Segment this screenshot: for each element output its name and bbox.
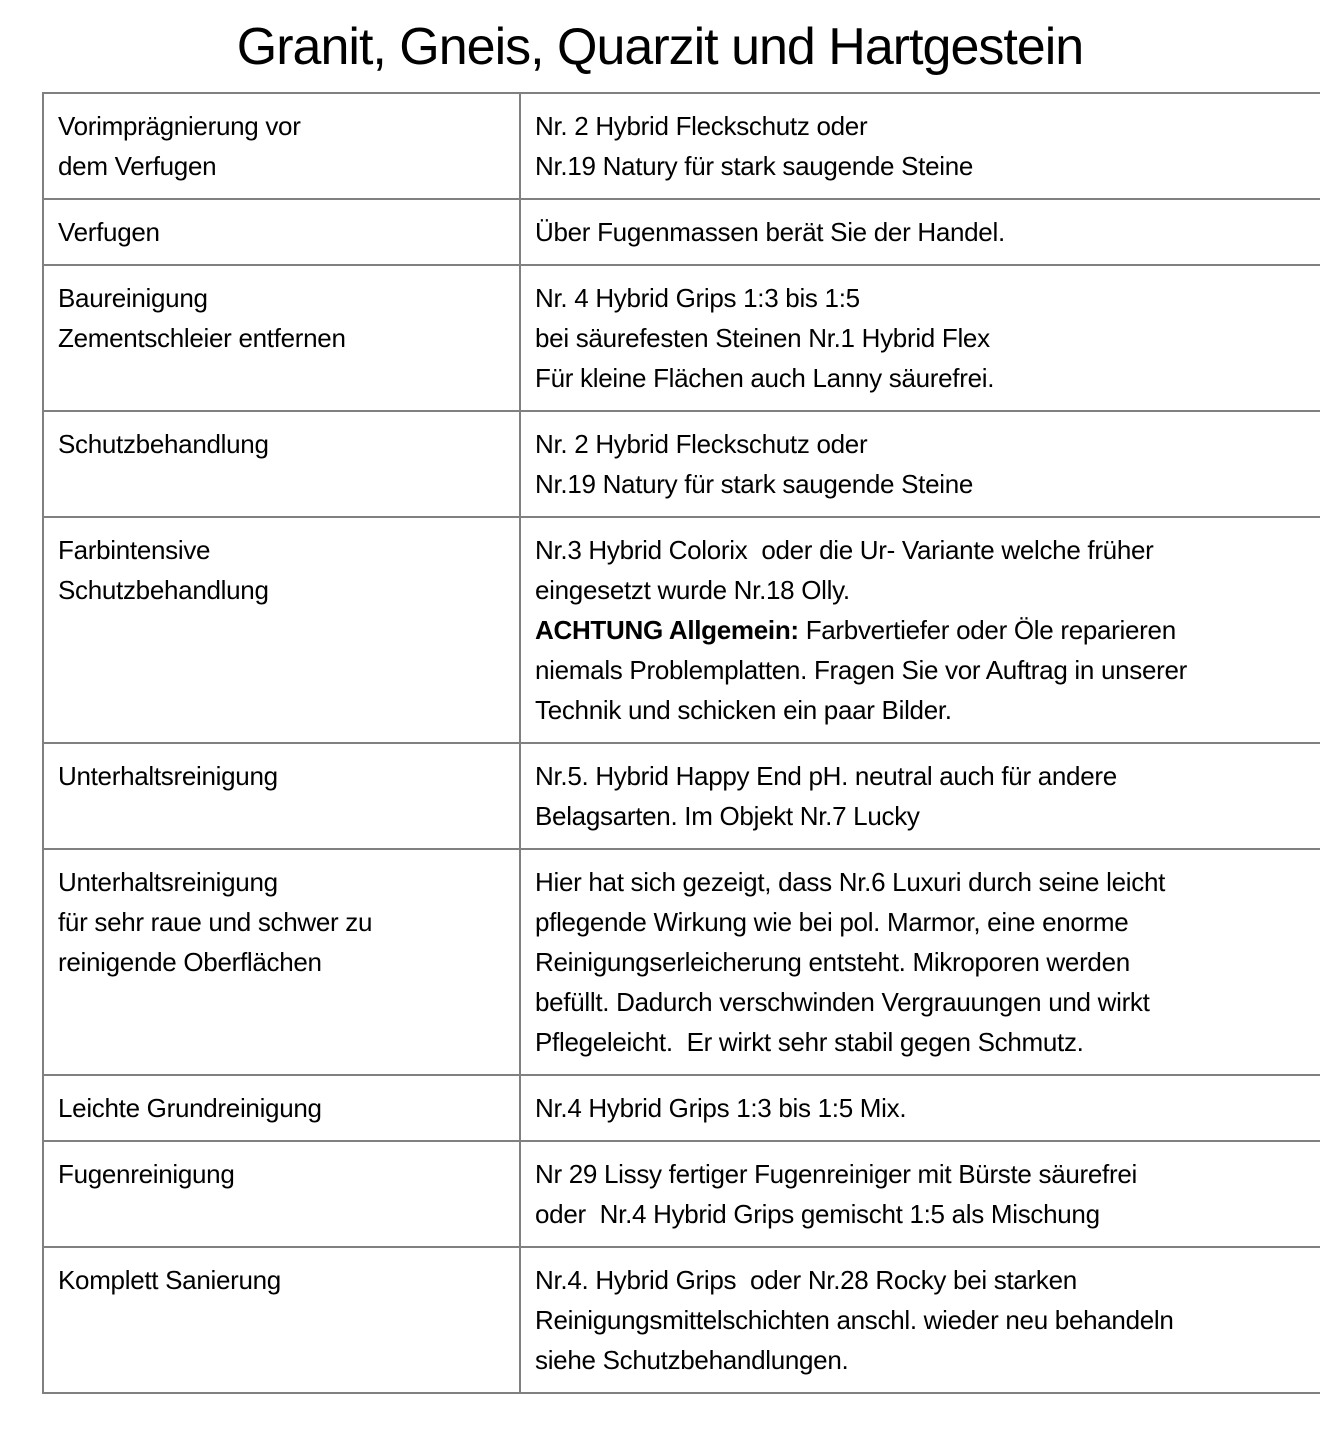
- text-line: Nr. 2 Hybrid Fleckschutz oder: [535, 429, 868, 459]
- row-label-cell: [43, 1075, 520, 1141]
- table-row: [43, 411, 1320, 517]
- table-row: [43, 743, 1320, 849]
- text-line: Nr. 2 Hybrid Fleckschutz oder: [535, 111, 868, 141]
- text-line: Nr.3 Hybrid Colorix oder die Ur- Variante welche früher: [535, 535, 1154, 565]
- text-line: Reinigungserleicherung entsteht. Mikroporen werden: [535, 947, 1130, 977]
- text-line: Zementschleier entfernen: [58, 323, 346, 353]
- text-line: niemals Problemplatten. Fragen Sie vor Auftrag in unserer: [535, 655, 1188, 685]
- text-line: Unterhaltsreinigung: [58, 867, 278, 897]
- row-label-cell: [43, 93, 520, 199]
- row-value-cell: [520, 517, 1320, 743]
- row-label-cell: [43, 1247, 520, 1393]
- text-line: Belagsarten. Im Objekt Nr.7 Lucky: [535, 801, 920, 831]
- table-row: [43, 265, 1320, 411]
- text-line: Nr.19 Natury für stark saugende Steine: [535, 469, 974, 499]
- row-value-cell: [520, 1075, 1320, 1141]
- text-line: für sehr raue und schwer zu: [58, 907, 373, 937]
- row-label-cell: [43, 849, 520, 1075]
- text-line: Pflegeleicht. Er wirkt sehr stabil gegen Schmutz.: [535, 1027, 1084, 1057]
- text-line: Schutzbehandlung: [58, 575, 269, 605]
- row-label-cell: [43, 1141, 520, 1247]
- stone-care-table: [42, 92, 1320, 1394]
- text-line: Reinigungsmittelschichten anschl. wieder neu behandeln: [535, 1305, 1174, 1335]
- text-line: Fugenreinigung: [58, 1159, 235, 1189]
- row-value-cell: [520, 743, 1320, 849]
- text-line: siehe Schutzbehandlungen.: [535, 1345, 849, 1375]
- text-line: bei säurefesten Steinen Nr.1 Hybrid Flex: [535, 323, 990, 353]
- text-line: Schutzbehandlung: [58, 429, 269, 459]
- bold-text: ACHTUNG Allgemein:: [535, 615, 799, 645]
- page-title: Granit, Gneis, Quarzit und Hartgestein: [236, 18, 1084, 76]
- text-line: Über Fugenmassen berät Sie der Handel.: [535, 217, 1005, 247]
- row-value-cell: [520, 1141, 1320, 1247]
- table-row: [43, 1141, 1320, 1247]
- table-row: [43, 517, 1320, 743]
- text-line: Farbintensive: [58, 535, 211, 565]
- row-value-cell: [520, 93, 1320, 199]
- row-value-cell: [520, 265, 1320, 411]
- text-line: Nr.4 Hybrid Grips 1:3 bis 1:5 Mix.: [535, 1093, 907, 1123]
- text-line: Hier hat sich gezeigt, dass Nr.6 Luxuri durch seine leicht: [535, 867, 1166, 897]
- table-row: [43, 199, 1320, 265]
- text-line: dem Verfugen: [58, 151, 217, 181]
- row-value-cell: [520, 199, 1320, 265]
- row-label-cell: [43, 411, 520, 517]
- row-label-cell: [43, 265, 520, 411]
- table-row: [43, 1075, 1320, 1141]
- text-line: Nr.4. Hybrid Grips oder Nr.28 Rocky bei starken: [535, 1265, 1077, 1295]
- stone-care-table-body: [43, 93, 1320, 1393]
- text-line: Leichte Grundreinigung: [58, 1093, 322, 1123]
- row-label-cell: [43, 743, 520, 849]
- text-line: Technik und schicken ein paar Bilder.: [535, 695, 952, 725]
- row-label-cell: [43, 199, 520, 265]
- table-row: [43, 1247, 1320, 1393]
- text-line: Nr.19 Natury für stark saugende Steine: [535, 151, 974, 181]
- text-line: Nr 29 Lissy fertiger Fugenreiniger mit Bürste säurefrei: [535, 1159, 1137, 1189]
- text-line: Komplett Sanierung: [58, 1265, 281, 1295]
- text-line: Nr. 4 Hybrid Grips 1:3 bis 1:5: [535, 283, 860, 313]
- text-line: pflegende Wirkung wie bei pol. Marmor, eine enorme: [535, 907, 1129, 937]
- table-row: [43, 849, 1320, 1075]
- text-line: eingesetzt wurde Nr.18 Olly.: [535, 575, 850, 605]
- text-line: befüllt. Dadurch verschwinden Vergrauungen und wirkt: [535, 987, 1150, 1017]
- text-line: Nr.5. Hybrid Happy End pH. neutral auch für andere: [535, 761, 1117, 791]
- row-value-cell: [520, 1247, 1320, 1393]
- row-value-cell: [520, 849, 1320, 1075]
- row-label-cell: [43, 517, 520, 743]
- text-line: Vorimprägnierung vor: [58, 111, 301, 141]
- text-line: Verfugen: [58, 217, 160, 247]
- text-line: reinigende Oberflächen: [58, 947, 322, 977]
- text-line: Unterhaltsreinigung: [58, 761, 278, 791]
- text-line: ACHTUNG Allgemein: Farbvertiefer oder Öle reparieren: [535, 615, 1176, 645]
- text-line: Baureinigung: [58, 283, 208, 313]
- table-row: [43, 93, 1320, 199]
- text-line: oder Nr.4 Hybrid Grips gemischt 1:5 als Mischung: [535, 1199, 1100, 1229]
- text-line: Für kleine Flächen auch Lanny säurefrei.: [535, 363, 995, 393]
- row-value-cell: [520, 411, 1320, 517]
